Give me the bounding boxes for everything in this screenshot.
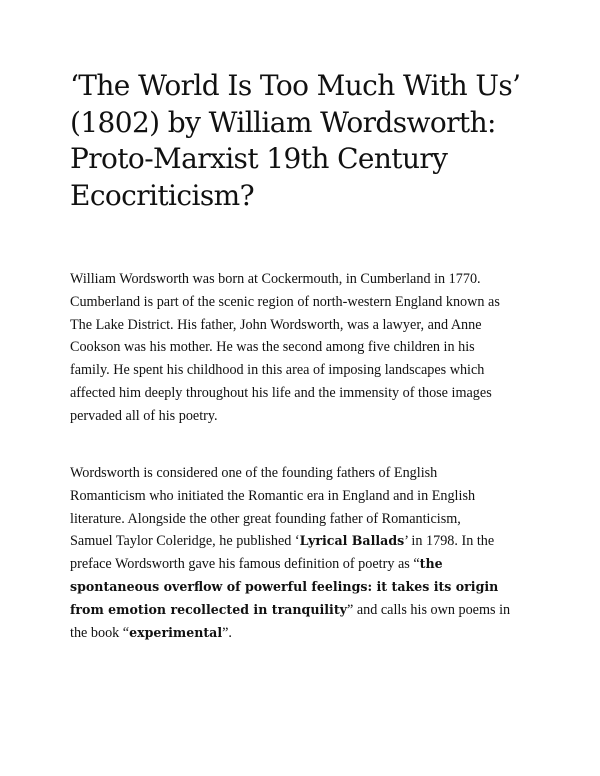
text-run: ”. [222,624,232,641]
text-line: Cookson was his mother. He was the second among five children in his [70,339,475,356]
title-line: ‘The World Is Too Much With Us’ [70,69,521,102]
text-line [70,622,550,645]
paragraph-romanticism [70,462,550,644]
text-line [70,599,550,622]
text-line [70,530,550,553]
title-line: Proto-Marxist 19th Century [70,142,448,175]
paragraph-biography [70,268,550,428]
text-line [70,576,550,599]
text-line: literature. Alongside the other great founding father of Romanticism, [70,510,461,527]
text-run: ” and calls his own poems in [346,601,511,618]
quote-bold-run: spontaneous overflow of powerful feelings: it takes its origin [70,578,499,594]
text-line: William Wordsworth was born at Cockermouth, in Cumberland in 1770. [70,271,481,287]
text-run: Samuel Taylor Coleridge, he published ‘ [70,533,300,550]
title-line: (1802) by William Wordsworth: [70,105,496,139]
text-line: pervaded all of his poetry. [70,407,218,424]
text-line [70,553,550,576]
text-run: the book “ [70,624,130,641]
quote-bold-run: the [419,556,443,572]
text-run: ’ in 1798. In the [404,533,495,550]
text-line: affected him deeply throughout his life and the immensity of those images [70,384,492,401]
text-line: family. He spent his childhood in this area of imposing landscapes which [70,362,485,379]
text-line: Wordsworth is considered one of the founding fathers of English [70,465,438,481]
title-line: Ecocriticism? [70,178,254,212]
text-line: Cumberland is part of the scenic region of north-western England known as [70,293,500,310]
text-line: The Lake District. His father, John Wordsworth, was a lawyer, and Anne [70,316,482,333]
text-line: Romanticism who initiated the Romantic era in England and in English [70,487,476,504]
bold-term-experimental: experimental [129,624,223,640]
book-title-lyrical-ballads: Lyrical Ballads [299,533,405,549]
text-run: preface Wordsworth gave his famous definition of poetry as “ [70,556,420,573]
quote-bold-run: from emotion recollected in tranquility [70,601,347,617]
article-title [70,68,570,214]
